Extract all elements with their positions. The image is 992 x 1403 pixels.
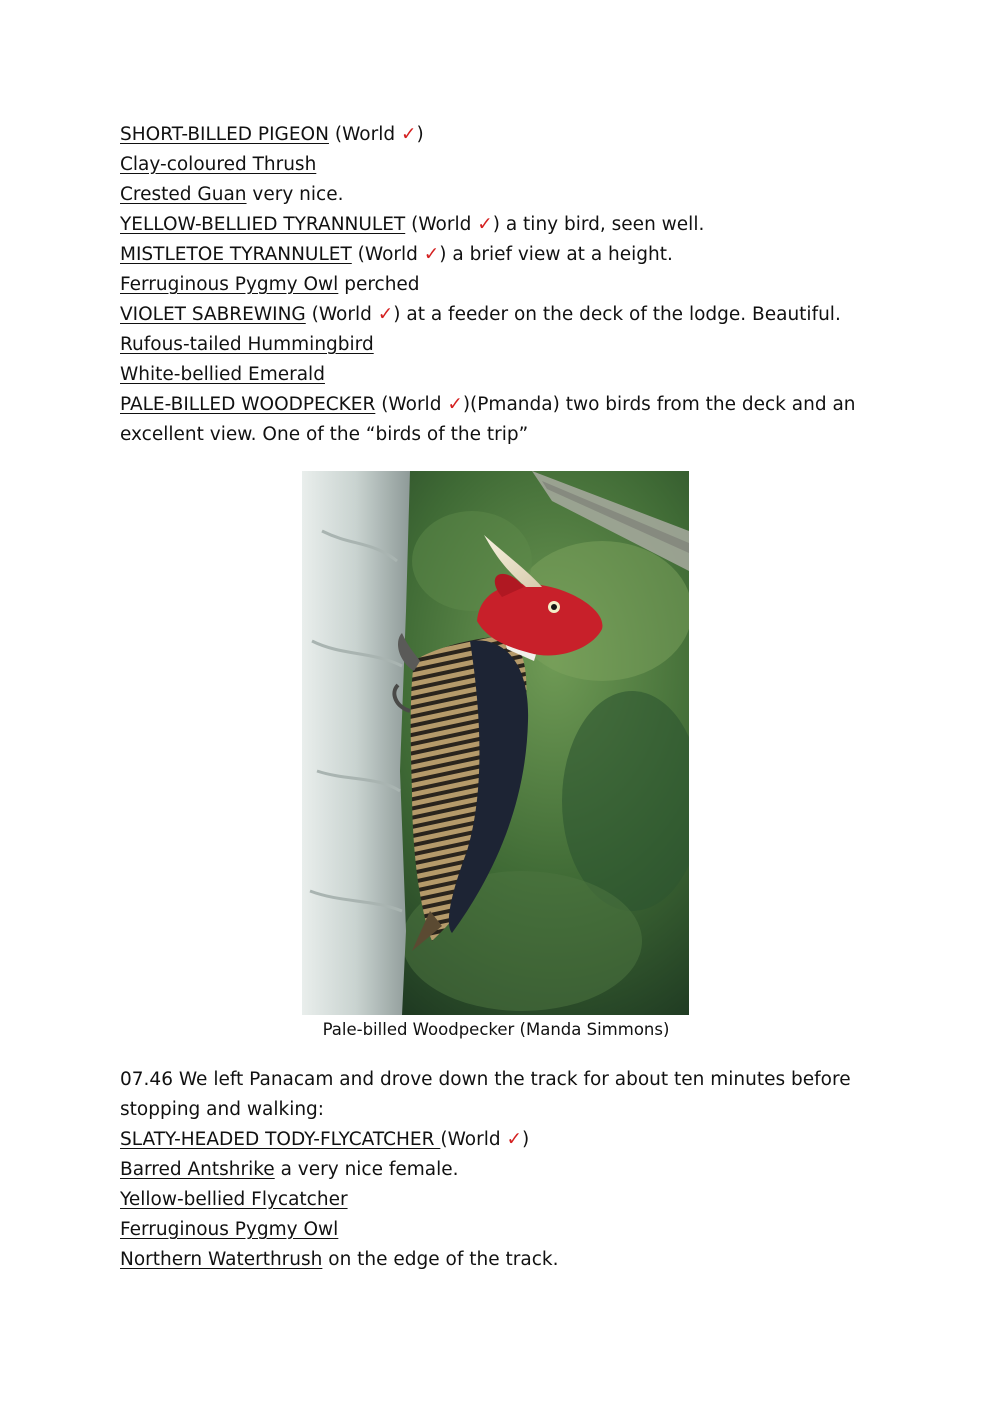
sighting-line: [120, 1125, 900, 1155]
species-name: MISTLETOE TYRANNULET: [120, 244, 352, 265]
photo-caption: Pale-billed Woodpecker (Manda Simmons): [322, 1020, 670, 1039]
tick-icon: ✓: [506, 1129, 522, 1150]
tick-icon: ✓: [477, 214, 493, 235]
sighting-line: [120, 120, 900, 150]
species-name: White-bellied Emerald: [120, 364, 325, 385]
species-name: SHORT-BILLED PIGEON: [120, 124, 329, 145]
tick-icon: ✓: [423, 244, 440, 265]
tick-icon: ✓: [447, 394, 463, 415]
sighting-line: [120, 390, 900, 450]
species-name: Yellow-bellied Flycatcher: [120, 1189, 348, 1210]
sighting-note: ) at a feeder on the deck of the lodge. Beautiful.: [393, 304, 841, 325]
species-name: VIOLET SABREWING: [120, 304, 306, 325]
tick-icon: ✓: [400, 124, 417, 145]
species-name: Northern Waterthrush: [120, 1249, 323, 1270]
species-name: Crested Guan: [120, 184, 247, 205]
species-name: Barred Antshrike: [120, 1159, 275, 1180]
species-name: Ferruginous Pygmy Owl: [120, 274, 339, 295]
sighting-note: ) a brief view at a height.: [439, 244, 673, 265]
species-name: Clay-coloured Thrush: [120, 154, 317, 175]
sighting-line: [120, 1155, 900, 1185]
world-note: (World: [351, 244, 424, 265]
tick-icon: ✓: [377, 304, 394, 325]
sighting-line: [120, 330, 900, 360]
woodpecker-photo: [302, 471, 689, 1015]
world-note: (World: [305, 304, 378, 325]
sighting-note: very nice.: [246, 184, 344, 205]
sighting-note: ) a tiny bird, seen well.: [492, 214, 705, 235]
sighting-line: [120, 240, 900, 270]
sighting-line: [120, 1245, 900, 1275]
world-note: (World: [405, 214, 478, 235]
sighting-note: )(Pmanda) two birds from the deck and an excellent view. One of the “birds of the trip”: [120, 394, 856, 445]
sighting-line: [120, 1215, 900, 1245]
world-note: (World: [328, 124, 401, 145]
sighting-line: [120, 180, 900, 210]
woodpecker-illustration: [302, 471, 689, 1015]
species-name: SLATY-HEADED TODY-FLYCATCHER: [120, 1129, 441, 1150]
sighting-line: [120, 300, 900, 330]
species-name: Rufous-tailed Hummingbird: [120, 334, 374, 355]
world-note: (World: [440, 1129, 507, 1150]
species-name: PALE-BILLED WOODPECKER: [120, 394, 376, 415]
sighting-note: perched: [338, 274, 420, 295]
sighting-note: ): [416, 124, 424, 145]
species-name: YELLOW-BELLIED TYRANNULET: [120, 214, 406, 235]
sighting-note: on the edge of the track.: [322, 1249, 559, 1270]
narrative-paragraph: 07.46 We left Panacam and drove down the track for about ten minutes before stopping and walking:: [120, 1069, 851, 1120]
sighting-line: [120, 270, 900, 300]
sighting-note: ): [522, 1129, 530, 1150]
sightings-list-bottom: [120, 1065, 900, 1275]
sighting-note: a very nice female.: [274, 1159, 459, 1180]
sightings-list-top: [120, 120, 900, 450]
sighting-line: [120, 360, 900, 390]
sighting-line: [120, 150, 900, 180]
sighting-line: [120, 210, 900, 240]
sighting-line: [120, 1185, 900, 1215]
world-note: (World: [375, 394, 448, 415]
species-name: Ferruginous Pygmy Owl: [120, 1219, 339, 1240]
